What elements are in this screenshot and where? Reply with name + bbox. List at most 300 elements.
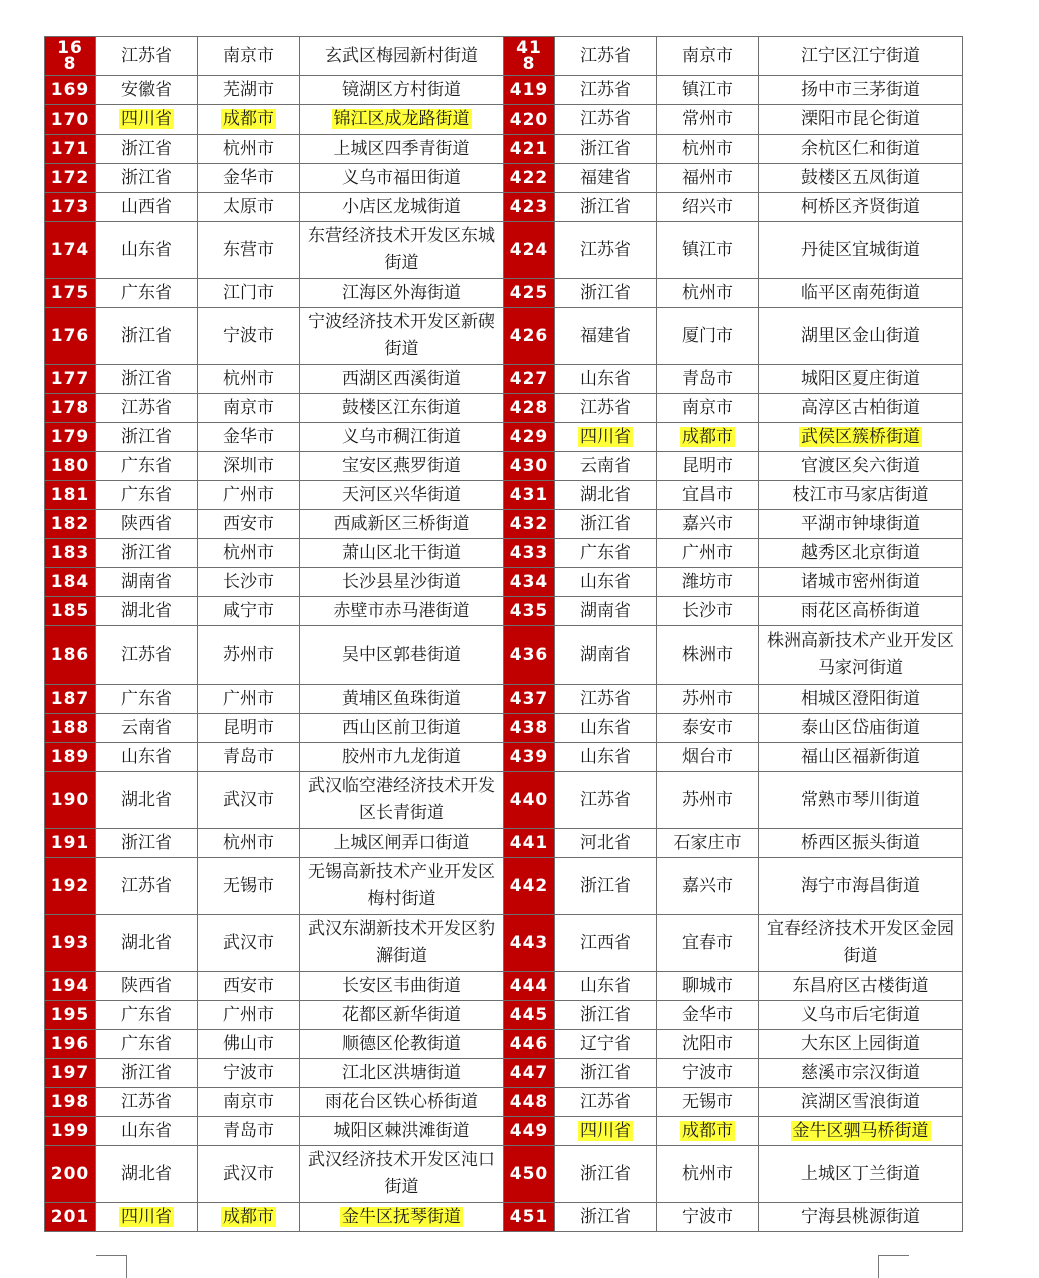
table-row <box>45 135 963 164</box>
street-cell <box>759 858 963 915</box>
row-number-cell <box>504 279 555 308</box>
street-cell-text: 玄武区梅园新村街道 <box>325 45 478 66</box>
row-number-cell-text: 437 <box>509 689 549 709</box>
street-cell <box>759 685 963 714</box>
row-number-cell <box>504 1146 555 1203</box>
row-number-cell <box>45 423 96 452</box>
street-cell <box>300 308 504 365</box>
city-cell-text: 绍兴市 <box>682 196 733 217</box>
row-number-cell-text: 438 <box>509 718 549 738</box>
city-cell-text: 南京市 <box>682 397 733 418</box>
city-cell <box>198 76 300 105</box>
table-row <box>45 1117 963 1146</box>
street-cell-text: 诸城市密州街道 <box>801 571 920 592</box>
city-cell-text: 无锡市 <box>223 875 274 896</box>
city-cell-text: 嘉兴市 <box>682 513 733 534</box>
table-row <box>45 1088 963 1117</box>
table-row <box>45 193 963 222</box>
province-cell-text: 山西省 <box>121 196 172 217</box>
table-row <box>45 626 963 685</box>
street-cell-text: 扬中市三茅街道 <box>801 79 920 100</box>
city-cell <box>657 597 759 626</box>
table-row <box>45 308 963 365</box>
row-number-cell <box>45 858 96 915</box>
street-cell-text: 越秀区北京街道 <box>801 542 920 563</box>
row-number-cell-text: 448 <box>509 1092 549 1112</box>
city-cell-text: 杭州市 <box>223 138 274 159</box>
row-number-cell <box>504 135 555 164</box>
city-cell <box>198 452 300 481</box>
row-number-cell <box>504 481 555 510</box>
province-cell <box>555 452 657 481</box>
city-cell-text: 广州市 <box>223 1004 274 1025</box>
city-cell <box>657 37 759 76</box>
street-cell-text: 城阳区夏庄街道 <box>801 368 920 389</box>
table-row <box>45 365 963 394</box>
street-cell <box>759 105 963 135</box>
table-row <box>45 539 963 568</box>
row-number-cell <box>504 1030 555 1059</box>
row-number-cell-text: 199 <box>50 1121 90 1141</box>
street-cell <box>759 1146 963 1203</box>
street-cell <box>300 1059 504 1088</box>
province-cell-text: 广东省 <box>121 1033 172 1054</box>
row-number-cell <box>504 597 555 626</box>
row-number-cell <box>45 1088 96 1117</box>
row-number-cell-text: 173 <box>50 197 90 217</box>
table-row <box>45 858 963 915</box>
row-number-cell-text: 426 <box>509 326 549 346</box>
street-cell-text: 金牛区抚琴街道 <box>342 1206 461 1227</box>
row-number-cell-text: 439 <box>509 747 549 767</box>
province-cell <box>555 394 657 423</box>
province-cell <box>555 1001 657 1030</box>
city-cell <box>657 714 759 743</box>
row-number-cell-text: 422 <box>509 168 549 188</box>
row-number-cell-text: 420 <box>509 109 549 130</box>
street-cell <box>759 394 963 423</box>
row-number-cell <box>45 1203 96 1232</box>
city-cell <box>657 858 759 915</box>
province-cell-text: 山东省 <box>121 1120 172 1141</box>
province-cell-text: 四川省 <box>121 109 172 129</box>
city-cell <box>657 135 759 164</box>
province-cell <box>96 597 198 626</box>
row-number-cell <box>504 915 555 972</box>
row-number-cell <box>45 915 96 972</box>
province-cell-text: 安徽省 <box>121 79 172 100</box>
province-cell-text: 四川省 <box>580 1120 631 1141</box>
city-cell-text: 长沙市 <box>223 571 274 592</box>
city-cell-text: 武汉市 <box>223 1163 274 1184</box>
city-cell <box>198 829 300 858</box>
province-cell-text: 广东省 <box>121 455 172 476</box>
province-cell-text: 山东省 <box>580 368 631 389</box>
province-cell-text: 湖南省 <box>580 600 631 621</box>
row-number-cell-text: 200 <box>50 1164 90 1184</box>
street-cell-text: 无锡高新技术产业开发区梅村街道 <box>308 862 495 909</box>
city-cell-text: 南京市 <box>223 397 274 418</box>
city-cell-text: 佛山市 <box>223 1033 274 1054</box>
street-cell <box>759 829 963 858</box>
province-cell <box>96 365 198 394</box>
street-cell <box>300 829 504 858</box>
province-cell <box>96 164 198 193</box>
city-cell <box>198 915 300 972</box>
row-number-cell <box>504 510 555 539</box>
province-cell-text: 云南省 <box>580 455 631 476</box>
city-cell-text: 杭州市 <box>223 832 274 853</box>
city-cell-text: 东营市 <box>223 239 274 260</box>
table-body <box>45 37 963 1232</box>
row-number-cell <box>45 76 96 105</box>
province-cell <box>555 193 657 222</box>
row-number-cell-text: 428 <box>509 398 549 418</box>
province-cell <box>555 539 657 568</box>
city-cell <box>198 1001 300 1030</box>
street-cell-text: 顺德区伦教街道 <box>342 1033 461 1054</box>
street-cell-text: 临平区南苑街道 <box>801 282 920 303</box>
city-cell <box>657 1117 759 1146</box>
street-cell <box>759 568 963 597</box>
province-cell <box>96 858 198 915</box>
city-cell-text: 宁波市 <box>682 1206 733 1227</box>
street-cell <box>759 76 963 105</box>
street-cell-text: 小店区龙城街道 <box>342 196 461 217</box>
row-number-cell-text: 175 <box>50 283 90 303</box>
city-cell <box>657 164 759 193</box>
row-number-cell <box>504 714 555 743</box>
row-number-cell-text: 186 <box>50 645 90 665</box>
city-cell <box>198 743 300 772</box>
table-row <box>45 164 963 193</box>
street-cell-text: 西山区前卫街道 <box>342 717 461 738</box>
province-cell <box>96 1203 198 1232</box>
province-cell <box>555 510 657 539</box>
row-number-cell <box>45 164 96 193</box>
street-cell-text: 福山区福新街道 <box>801 746 920 767</box>
city-cell <box>198 626 300 685</box>
row-number-cell-text: 197 <box>50 1063 90 1083</box>
table-row <box>45 394 963 423</box>
province-cell <box>96 568 198 597</box>
province-cell <box>96 1117 198 1146</box>
row-number-cell-text: 449 <box>509 1121 549 1141</box>
city-cell-text: 南京市 <box>682 45 733 66</box>
row-number-cell <box>504 365 555 394</box>
city-cell-text: 江门市 <box>223 282 274 303</box>
table-row <box>45 1001 963 1030</box>
province-cell-text: 浙江省 <box>580 513 631 534</box>
street-cell <box>300 452 504 481</box>
province-cell-text: 浙江省 <box>121 368 172 389</box>
province-cell <box>555 1203 657 1232</box>
province-cell-text: 湖北省 <box>121 600 172 621</box>
province-cell-text: 河北省 <box>580 832 631 853</box>
province-cell <box>96 394 198 423</box>
city-cell <box>657 1146 759 1203</box>
city-cell-text: 太原市 <box>223 196 274 217</box>
street-cell <box>300 1146 504 1203</box>
row-number-cell <box>45 1030 96 1059</box>
street-cell-text: 武汉东湖新技术开发区豹澥街道 <box>308 919 495 966</box>
street-cell <box>300 279 504 308</box>
province-cell-text: 湖北省 <box>580 484 631 505</box>
row-number-cell <box>504 1203 555 1232</box>
city-cell <box>657 539 759 568</box>
table-row <box>45 37 963 76</box>
street-cell <box>300 105 504 135</box>
row-number-cell <box>504 743 555 772</box>
row-number-cell <box>45 1146 96 1203</box>
city-cell-text: 长沙市 <box>682 600 733 621</box>
table-row <box>45 1146 963 1203</box>
city-cell <box>657 193 759 222</box>
row-number-cell <box>45 743 96 772</box>
province-cell-text: 陕西省 <box>121 513 172 534</box>
city-cell <box>657 915 759 972</box>
province-cell-text: 四川省 <box>121 1206 172 1227</box>
city-cell-text: 广州市 <box>682 542 733 563</box>
table-row <box>45 452 963 481</box>
province-cell-text: 浙江省 <box>121 167 172 188</box>
row-number-cell <box>504 193 555 222</box>
province-cell <box>96 714 198 743</box>
province-cell <box>555 481 657 510</box>
row-number-cell <box>504 222 555 279</box>
province-cell-text: 广东省 <box>121 688 172 709</box>
row-number-cell-text: 174 <box>50 240 90 260</box>
street-cell <box>300 915 504 972</box>
city-cell <box>657 626 759 685</box>
row-number-cell <box>504 105 555 135</box>
table-row <box>45 714 963 743</box>
city-cell-text: 泰安市 <box>682 717 733 738</box>
province-cell <box>555 858 657 915</box>
province-cell-text: 广东省 <box>121 1004 172 1025</box>
street-cell-text: 雨花台区铁心桥街道 <box>325 1091 478 1112</box>
row-number-cell-text: 436 <box>509 645 549 665</box>
province-cell <box>96 423 198 452</box>
city-cell-text: 苏州市 <box>223 644 274 665</box>
city-cell <box>657 394 759 423</box>
city-cell-text: 西安市 <box>223 975 274 996</box>
row-number-cell <box>45 481 96 510</box>
street-cell-text: 武汉临空港经济技术开发区长青街道 <box>308 776 495 823</box>
street-cell <box>300 1088 504 1117</box>
row-number-cell <box>504 1088 555 1117</box>
city-cell <box>198 481 300 510</box>
street-cell <box>759 1001 963 1030</box>
city-cell-text: 石家庄市 <box>673 832 742 853</box>
province-cell <box>555 972 657 1001</box>
city-cell <box>198 1117 300 1146</box>
province-cell-text: 广东省 <box>121 484 172 505</box>
province-cell <box>96 308 198 365</box>
row-number-cell <box>504 394 555 423</box>
row-number-cell-text: 196 <box>50 1034 90 1054</box>
street-cell <box>300 76 504 105</box>
city-cell-text: 成都市 <box>223 1206 274 1227</box>
street-table <box>44 36 963 1232</box>
city-cell <box>657 76 759 105</box>
province-cell <box>96 222 198 279</box>
city-cell <box>657 1203 759 1232</box>
row-number-cell <box>504 1059 555 1088</box>
row-number-cell-text: 195 <box>50 1005 90 1025</box>
street-cell-text: 鼓楼区五凤街道 <box>801 167 920 188</box>
row-number-cell-text: 168 <box>57 38 83 74</box>
city-cell <box>657 1059 759 1088</box>
row-number-cell-text: 201 <box>50 1207 90 1227</box>
city-cell <box>198 1059 300 1088</box>
street-cell-text: 枝江市马家店街道 <box>792 484 929 505</box>
city-cell-text: 苏州市 <box>682 789 733 810</box>
row-number-cell-text: 191 <box>50 833 90 853</box>
city-cell-text: 杭州市 <box>682 138 733 159</box>
row-number-cell-text: 446 <box>509 1034 549 1054</box>
row-number-cell-text: 419 <box>509 80 549 100</box>
table-row <box>45 105 963 135</box>
street-cell-text: 相城区澄阳街道 <box>801 688 920 709</box>
province-cell <box>96 539 198 568</box>
province-cell <box>96 193 198 222</box>
street-cell <box>300 568 504 597</box>
street-cell <box>759 222 963 279</box>
row-number-cell-text: 418 <box>516 38 542 74</box>
street-cell-text: 大东区上园街道 <box>801 1033 920 1054</box>
city-cell <box>198 1146 300 1203</box>
row-number-cell-text: 433 <box>509 543 549 563</box>
street-cell <box>759 37 963 76</box>
city-cell-text: 咸宁市 <box>223 600 274 621</box>
street-cell <box>300 481 504 510</box>
city-cell <box>198 1030 300 1059</box>
city-cell <box>198 423 300 452</box>
row-number-cell-text: 180 <box>50 456 90 476</box>
street-cell <box>300 743 504 772</box>
table-row <box>45 597 963 626</box>
city-cell <box>657 772 759 829</box>
table-row <box>45 76 963 105</box>
city-cell <box>657 829 759 858</box>
province-cell-text: 陕西省 <box>121 975 172 996</box>
city-cell-text: 嘉兴市 <box>682 875 733 896</box>
city-cell-text: 金华市 <box>682 1004 733 1025</box>
province-cell-text: 浙江省 <box>580 875 631 896</box>
street-cell <box>759 423 963 452</box>
city-cell-text: 广州市 <box>223 484 274 505</box>
province-cell-text: 江苏省 <box>580 688 631 709</box>
city-cell <box>657 1001 759 1030</box>
city-cell-text: 宁波市 <box>223 1062 274 1083</box>
province-cell <box>555 1146 657 1203</box>
city-cell <box>657 365 759 394</box>
province-cell <box>555 423 657 452</box>
province-cell-text: 江苏省 <box>121 45 172 66</box>
table-row <box>45 222 963 279</box>
province-cell <box>555 714 657 743</box>
street-cell-text: 吴中区郭巷街道 <box>342 644 461 665</box>
province-cell <box>555 105 657 135</box>
street-cell <box>759 972 963 1001</box>
row-number-cell-text: 425 <box>509 283 549 303</box>
province-cell-text: 湖北省 <box>121 932 172 953</box>
street-cell <box>300 972 504 1001</box>
province-cell-text: 云南省 <box>121 717 172 738</box>
city-cell <box>657 423 759 452</box>
street-cell <box>759 193 963 222</box>
row-number-cell-text: 432 <box>509 514 549 534</box>
street-cell-text: 义乌市后宅街道 <box>801 1004 920 1025</box>
row-number-cell <box>45 539 96 568</box>
province-cell-text: 浙江省 <box>121 426 172 447</box>
city-cell <box>657 1030 759 1059</box>
city-cell-text: 广州市 <box>223 688 274 709</box>
province-cell <box>96 915 198 972</box>
city-cell <box>198 568 300 597</box>
street-cell-text: 武汉经济技术开发区沌口街道 <box>308 1150 495 1197</box>
province-cell-text: 江西省 <box>580 932 631 953</box>
province-cell <box>96 481 198 510</box>
province-cell-text: 福建省 <box>580 167 631 188</box>
province-cell <box>555 279 657 308</box>
row-number-cell-text: 189 <box>50 747 90 767</box>
province-cell-text: 山东省 <box>121 239 172 260</box>
street-cell-text: 溧阳市昆仑街道 <box>801 109 920 129</box>
street-cell-text: 高淳区古柏街道 <box>801 397 920 418</box>
row-number-cell-text: 434 <box>509 572 549 592</box>
province-cell-text: 湖南省 <box>121 571 172 592</box>
city-cell-text: 福州市 <box>682 167 733 188</box>
row-number-cell <box>504 37 555 76</box>
city-cell <box>657 481 759 510</box>
province-cell-text: 浙江省 <box>121 138 172 159</box>
city-cell-text: 聊城市 <box>682 975 733 996</box>
row-number-cell <box>45 714 96 743</box>
row-number-cell-text: 430 <box>509 456 549 476</box>
street-cell <box>759 539 963 568</box>
province-cell <box>555 1030 657 1059</box>
province-cell <box>96 1088 198 1117</box>
city-cell-text: 沈阳市 <box>682 1033 733 1054</box>
street-cell-text: 赤壁市赤马港街道 <box>333 600 470 621</box>
city-cell-text: 成都市 <box>223 109 274 129</box>
city-cell <box>198 222 300 279</box>
street-cell <box>300 597 504 626</box>
city-cell <box>198 1203 300 1232</box>
province-cell-text: 浙江省 <box>580 1163 631 1184</box>
province-cell <box>555 164 657 193</box>
city-cell <box>657 1088 759 1117</box>
city-cell-text: 西安市 <box>223 513 274 534</box>
province-cell <box>96 829 198 858</box>
street-cell-text: 东昌府区古楼街道 <box>792 975 929 996</box>
province-cell-text: 江苏省 <box>580 789 631 810</box>
street-cell <box>759 452 963 481</box>
street-cell <box>759 743 963 772</box>
city-cell <box>198 308 300 365</box>
street-cell <box>300 1203 504 1232</box>
province-cell <box>555 568 657 597</box>
street-cell <box>300 626 504 685</box>
province-cell-text: 江苏省 <box>580 397 631 418</box>
street-cell <box>759 510 963 539</box>
city-cell-text: 南京市 <box>223 45 274 66</box>
province-cell-text: 浙江省 <box>121 325 172 346</box>
row-number-cell <box>504 423 555 452</box>
province-cell-text: 江苏省 <box>580 45 631 66</box>
